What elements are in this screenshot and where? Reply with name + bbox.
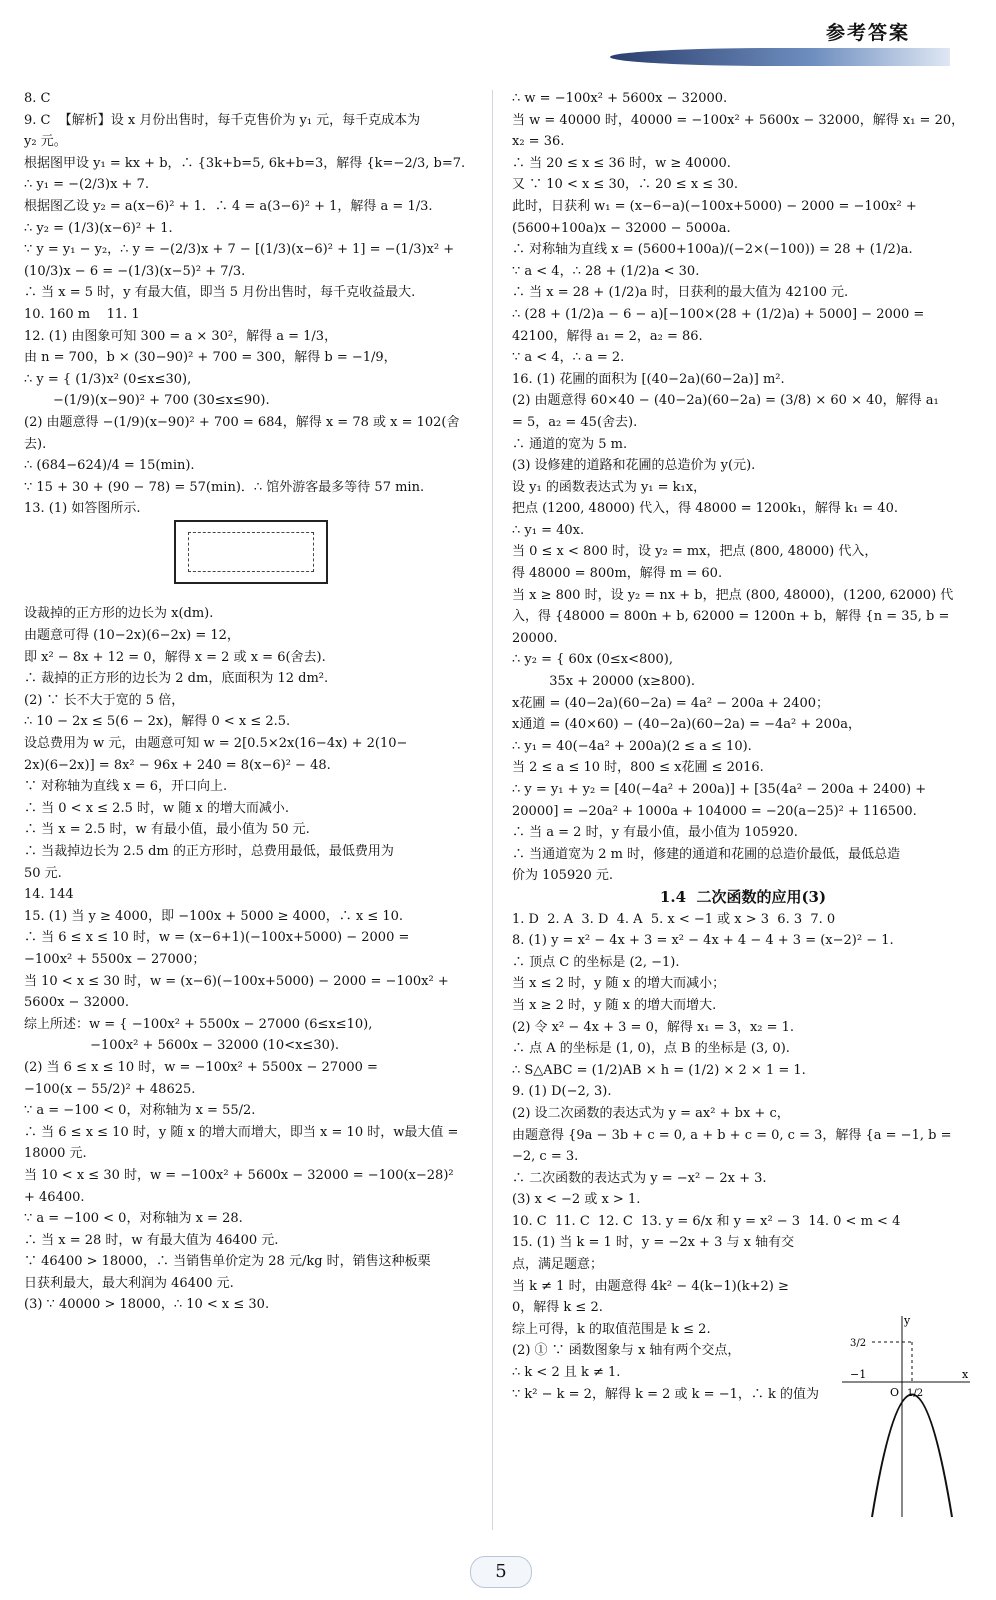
right-answer-line: 16. (1) 花圃的面积为 [(40−2a)(60−2a)] m². xyxy=(512,371,785,387)
right-answer-line: (2) 由题意得 60×40 − (40−2a)(60−2a) = (3/8) × 60 × 40，解得 a₁ xyxy=(512,393,939,409)
right-answer-line: 当 w = 40000 时，40000 = −100x² + 5600x − 32000，解得 x₁ = 20， xyxy=(512,112,965,128)
right-answer-line: 20000] = −20a² + 1000a + 104000 = −20(a−25)² + 116500. xyxy=(512,803,917,819)
left-answer-line: −100(x − 55/2)² + 48625. xyxy=(24,1081,196,1097)
left-answer-line: 50 元. xyxy=(24,865,62,881)
left-answer-line: ∴ 当 x = 28 时，w 有最大值为 46400 元. xyxy=(24,1232,279,1248)
right-answer-line: ∵ k² − k = 2，解得 k = 2 或 k = −1，∴ k 的值为 xyxy=(512,1386,819,1402)
left-answer-line: (3) ∵ 40000 > 18000，∴ 10 < x ≤ 30. xyxy=(24,1297,270,1313)
origin-label: O xyxy=(890,1386,900,1399)
page-number: 5 xyxy=(470,1556,532,1588)
right-answer-line: x通道 = (40×60) − (40−2a)(60−2a) = −4a² + 200a， xyxy=(512,717,861,733)
right-answer-line: ∴ k < 2 且 k ≠ 1. xyxy=(512,1365,621,1381)
column-divider xyxy=(492,90,493,1530)
right-answer-line: x花圃 = (40−2a)(60−2a) = 4a² − 200a + 2400； xyxy=(512,695,830,711)
left-answer-line: 18000 元. xyxy=(24,1146,87,1162)
right-answer-line: (2) 令 x² − 4x + 3 = 0，解得 x₁ = 3，x₂ = 1. xyxy=(512,1019,795,1035)
left-answer-line: 9. C 【解析】设 x 月份出售时，每千克售价为 y₁ 元，每千克成本为 xyxy=(24,112,421,128)
left-answer-line: (2) 由题意得 −(1/9)(x−90)² + 700 = 684，解得 x = 78 或 x = 102(舍去). xyxy=(24,414,460,452)
right-answer-line: 此时，日获利 w₁ = (x−6−a)(−100x+5000) − 2000 = −100x² + xyxy=(512,198,917,214)
left-answer-line: 根据图乙设 y₂ = a(x−6)² + 1．∴ 4 = a(3−6)² + 1，解得 a = 1/3. xyxy=(24,198,433,214)
left-answer-line: ∴ (684−624)/4 = 15(min). xyxy=(24,458,195,474)
right-answer-line: = 5，a₂ = 45(舍去). xyxy=(512,414,638,430)
right-answer-line: 把点 (1200, 48000) 代入，得 48000 = 1200k₁，解得 k₁ = 40. xyxy=(512,501,898,517)
right-answer-line: 又 ∵ 10 < x ≤ 30，∴ 20 ≤ x ≤ 30. xyxy=(512,177,738,193)
left-answer-line: 14. 144 xyxy=(24,887,74,903)
right-answer-line: 当 0 ≤ x < 800 时，设 y₂ = mx，把点 (800, 48000) 代入， xyxy=(512,544,878,560)
right-answer-line: (3) x < −2 或 x > 1. xyxy=(512,1192,641,1208)
left-answer-line: 日获利最大，最大利润为 46400 元. xyxy=(24,1275,234,1291)
right-answer-line: 10. C 11. C 12. C 13. y = 6/x 和 y = x² − 3 14. 0 < m < 4 xyxy=(512,1213,901,1229)
right-answer-line: ∴ 顶点 C 的坐标是 (2, −1). xyxy=(512,954,680,970)
right-answer-line: ∴ (28 + (1/2)a − 6 − a)[−100×(28 + (1/2)a) + 5000] − 2000 = xyxy=(512,306,925,322)
left-answer-line: ∴ 10 − 2x ≤ 5(6 − 2x)，解得 0 < x ≤ 2.5. xyxy=(24,714,291,730)
left-answer-line: ∵ a = −100 < 0，对称轴为 x = 55/2. xyxy=(24,1103,256,1119)
right-column xyxy=(512,88,974,1405)
left-answer-line xyxy=(24,582,474,604)
left-answer-line: ∴ 当 x = 5 时，y 有最大值，即当 5 月份出售时，每千克收益最大. xyxy=(24,285,416,301)
right-answer-line: ∴ 当通道宽为 2 m 时，修建的通道和花圃的总造价最低，最低总造 xyxy=(512,846,901,862)
right-answer-line: 当 2 ≤ a ≤ 10 时，800 ≤ x花圃 ≤ 2016. xyxy=(512,760,764,776)
left-answer-line: ∴ 当 6 ≤ x ≤ 10 时，y 随 x 的增大而增大，即当 x = 10 时，w最大值 = xyxy=(24,1124,459,1140)
right-answer-line: ∴ 对称轴为直线 x = (5600+100a)/(−2×(−100)) = 28 + (1/2)a. xyxy=(512,242,913,258)
parabola-graph xyxy=(842,1312,972,1522)
x-axis-label: x xyxy=(962,1368,969,1381)
left-answer-line: ∴ y₂ = (1/3)(x−6)² + 1. xyxy=(24,220,173,236)
left-answer-line: 即 x² − 8x + 12 = 0，解得 x = 2 或 x = 6(舍去). xyxy=(24,649,326,665)
left-column xyxy=(24,88,474,1316)
left-answer-line: 设裁掉的正方形的边长为 x(dm). xyxy=(24,606,214,622)
right-answer-line: (2) 设二次函数的表达式为 y = ax² + bx + c， xyxy=(512,1105,790,1121)
header-title: 参考答案 xyxy=(825,22,910,44)
right-answer-line: ∴ y₂ = { 60x (0≤x<800), xyxy=(512,652,674,668)
left-answer-line: 5600x − 32000. xyxy=(24,995,130,1011)
right-answer-line: ∵ a < 4，∴ 28 + (1/2)a < 30. xyxy=(512,263,700,279)
left-answer-line: ∴ 当 0 < x ≤ 2.5 时，w 随 x 的增大而减小. xyxy=(24,800,289,816)
right-answer-line: 入，得 {48000 = 800n + b, 62000 = 1200n + b，解得 {n = 35, b = 20000. xyxy=(512,609,954,646)
left-answer-line: + 46400. xyxy=(24,1189,85,1205)
left-answer-line: 由题意可得 (10−2x)(6−2x) = 12， xyxy=(24,628,240,644)
left-answer-line: 由 n = 700，b × (30−90)² + 700 = 300，解得 b = −1/9， xyxy=(24,350,397,366)
right-answer-line: 当 x ≥ 800 时，设 y₂ = nx + b，把点 (800, 48000)，(1200, 62000) 代 xyxy=(512,587,954,603)
right-answer-line: ∴ 当 a = 2 时，y 有最小值，最小值为 105920. xyxy=(512,825,798,841)
left-answer-line: −(1/9)(x−90)² + 700 (30≤x≤90). xyxy=(24,393,270,409)
left-answer-line: ∵ 对称轴为直线 x = 6，开口向上. xyxy=(24,779,228,795)
right-answer-line: ∴ 点 A 的坐标是 (1, 0)，点 B 的坐标是 (3, 0). xyxy=(512,1041,790,1057)
half-label: 1/2 xyxy=(907,1388,924,1399)
right-answer-line: ∴ 当 20 ≤ x ≤ 36 时，w ≥ 40000. xyxy=(512,155,731,171)
left-answer-line: ∴ 当 6 ≤ x ≤ 10 时，w = (x−6+1)(−100x+5000) − 2000 = xyxy=(24,930,410,946)
left-answer-line: 8. C xyxy=(24,91,51,106)
left-answer-line: (2) 当 6 ≤ x ≤ 10 时，w = −100x² + 5500x − 27000 = xyxy=(24,1059,378,1075)
left-answer-line: y₂ 元。 xyxy=(24,134,67,150)
right-answer-line: ∴ 当 x = 28 + (1/2)a 时，日获利的最大值为 42100 元. xyxy=(512,285,849,301)
right-answer-line: 当 x ≤ 2 时，y 随 x 的增大而减小； xyxy=(512,976,726,992)
left-answer-line: ∴ 当 x = 2.5 时，w 有最小值，最小值为 50 元. xyxy=(24,822,310,838)
right-answer-line: 35x + 20000 (x≥800). xyxy=(512,674,696,690)
left-answer-line: ∵ y = y₁ − y₂，∴ y = −(2/3)x + 7 − [(1/3)(x−6)² + 1] = −(1/3)x² + xyxy=(24,242,455,258)
left-answer-line: ∴ y = { (1/3)x² (0≤x≤30), xyxy=(24,371,192,387)
right-answer-line: 得 48000 = 800m，解得 m = 60. xyxy=(512,566,723,582)
left-answer-line: ∵ 15 + 30 + (90 − 78) = 57(min)．∴ 馆外游客最多等待 57 min. xyxy=(24,479,425,495)
left-answer-line: −100x² + 5500x − 27000； xyxy=(24,951,206,967)
left-answer-line: 当 10 < x ≤ 30 时，w = (x−6)(−100x+5000) − 2000 = −100x² + xyxy=(24,973,449,989)
right-answer-line: ∴ y₁ = 40x. xyxy=(512,522,585,538)
left-answer-line: 2x)(6−2x)] = 8x² − 96x + 240 = 8(x−6)² − 48. xyxy=(24,757,331,773)
right-answer-line: 当 x ≥ 2 时，y 随 x 的增大而增大. xyxy=(512,997,717,1013)
page-header xyxy=(600,12,980,72)
right-answer-line: 综上可得，k 的取值范围是 k ≤ 2. xyxy=(512,1321,711,1337)
right-answer-line: (2) ① ∵ 函数图象与 x 轴有两个交点， xyxy=(512,1343,741,1359)
right-answer-line: 当 k ≠ 1 时，由题意得 4k² − 4(k−1)(k+2) ≥ xyxy=(512,1278,789,1294)
left-answer-line: (2) ∵ 长不大于宽的 5 倍， xyxy=(24,692,185,708)
left-answer-line: ∴ 裁掉的正方形的边长为 2 dm，底面积为 12 dm². xyxy=(24,671,329,687)
right-answer-line: (5600+100a)x − 32000 − 5000a. xyxy=(512,220,731,236)
right-answer-line: 设 y₁ 的函数表达式为 y₁ = k₁x， xyxy=(512,479,707,495)
right-answer-line: ∴ 通道的宽为 5 m. xyxy=(512,436,628,452)
right-answer-line: ∴ w = −100x² + 5600x − 32000. xyxy=(512,91,728,106)
left-answer-line: 根据图甲设 y₁ = kx + b，∴ {3k+b=5, 6k+b=3，解得 {k=−2/3, b=7. xyxy=(24,155,466,171)
right-answer-line: ∴ 二次函数的表达式为 y = −x² − 2x + 3. xyxy=(512,1170,767,1186)
parabola-curve xyxy=(872,1395,952,1518)
left-answer-line: ∵ 46400 > 18000，∴ 当销售单价定为 28 元/kg 时，销售这种板栗 xyxy=(24,1254,431,1270)
left-answer-line: (10/3)x − 6 = −(1/3)(x−5)² + 7/3. xyxy=(24,263,246,279)
left-answer-line: 当 10 < x ≤ 30 时，w = −100x² + 5600x − 32000 = −100(x−28)² xyxy=(24,1167,454,1183)
left-answer-line: 13. (1) 如答图所示. xyxy=(24,501,141,517)
right-answer-line: 15. (1) 当 k = 1 时，y = −2x + 3 与 x 轴有交 xyxy=(512,1235,795,1251)
neg-one-label: −1 xyxy=(850,1368,867,1381)
box-net-figure xyxy=(174,520,328,584)
left-answer-line: ∵ a = −100 < 0，对称轴为 x = 28. xyxy=(24,1211,243,1227)
header-decor-bar xyxy=(610,48,950,66)
left-answer-line: −100x² + 5600x − 32000 (10<x≤30). xyxy=(24,1038,340,1054)
left-answer-line: 10. 160 m 11. 1 xyxy=(24,306,140,322)
right-answer-line: ∴ y₁ = 40(−4a² + 200a)(2 ≤ a ≤ 10). xyxy=(512,738,752,754)
right-answer-line: x₂ = 36. xyxy=(512,134,565,150)
left-answer-line: 12. (1) 由图象可知 300 = a × 30²，解得 a = 1/3， xyxy=(24,328,338,344)
right-answer-line: 0，解得 k ≤ 2. xyxy=(512,1300,603,1316)
left-answer-line: 综上所述：w = { −100x² + 5500x − 27000 (6≤x≤10), xyxy=(24,1016,373,1032)
right-answer-line: 点，满足题意； xyxy=(512,1257,604,1273)
right-answer-line: (3) 设修建的道路和花圃的总造价为 y(元). xyxy=(512,458,756,474)
right-answer-line: 1. D 2. A 3. D 4. A 5. x < −1 或 x > 3 6. 3 7. 0 xyxy=(512,911,836,927)
right-answer-line: 42100，解得 a₁ = 2，a₂ = 86. xyxy=(512,328,703,344)
left-answer-line: ∴ y₁ = −(2/3)x + 7. xyxy=(24,177,149,193)
left-answer-line: 设总费用为 w 元，由题意可知 w = 2[0.5×2x(16−4x) + 2(10− xyxy=(24,736,408,752)
right-answer-line: ∴ S△ABC = (1/2)AB × h = (1/2) × 2 × 1 = 1. xyxy=(512,1062,806,1078)
right-answer-line: 8. (1) y = x² − 4x + 3 = x² − 4x + 4 − 4 + 3 = (x−2)² − 1. xyxy=(512,933,894,949)
right-answer-line: 9. (1) D(−2, 3). xyxy=(512,1084,612,1100)
box-net-fold-lines xyxy=(188,532,314,572)
right-answer-line: ∵ a < 4，∴ a = 2. xyxy=(512,350,625,366)
box-net-figure-row xyxy=(24,520,474,582)
left-answer-line: ∴ 当裁掉边长为 2.5 dm 的正方形时，总费用最低，最低费用为 xyxy=(24,844,394,859)
y-axis-label: y xyxy=(904,1314,911,1327)
right-answer-line: 由题意得 {9a − 3b + c = 0, a + b + c = 0, c = 3，解得 {a = −1, b = −2, c = 3. xyxy=(512,1127,956,1165)
left-answer-line: 15. (1) 当 y ≥ 4000，即 −100x + 5000 ≥ 4000，∴ x ≤ 10. xyxy=(24,908,404,924)
right-answer-line: ∴ y = y₁ + y₂ = [40(−4a² + 200a)] + [35(4a² − 200a + 2400) + xyxy=(512,782,927,797)
right-answer-line: 价为 105920 元. xyxy=(512,868,614,884)
right-answer-line: 1.4 二次函数的应用(3) xyxy=(659,887,827,906)
max-value-label: 3/2 xyxy=(850,1338,867,1349)
